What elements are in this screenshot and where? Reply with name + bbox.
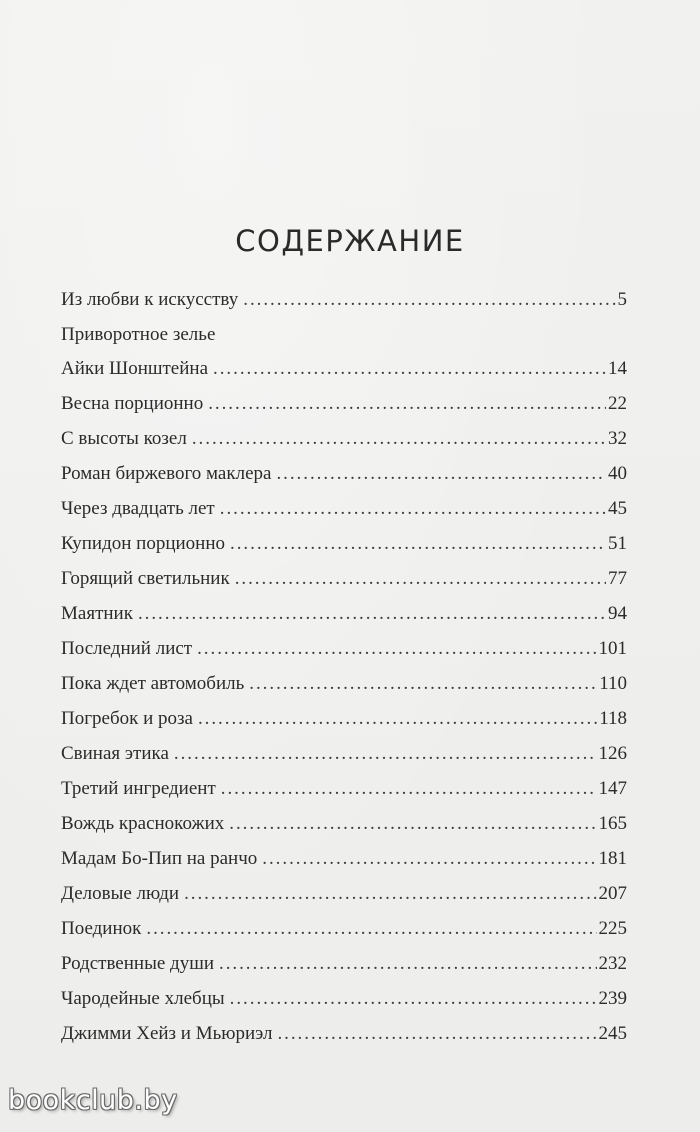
toc-entry-page: 126 [598, 743, 627, 764]
toc-entry [61, 882, 627, 917]
toc-entry [61, 567, 627, 602]
toc-entry-title: Погребок и роза [61, 708, 193, 729]
toc-entry-title: Деловые люди [61, 883, 180, 904]
toc-entry-page: 147 [598, 778, 627, 799]
toc-entry-page: 5 [617, 289, 627, 310]
toc-entry [61, 1022, 627, 1057]
toc-entry-title: С высоты козел [61, 428, 187, 449]
toc-entry-title: Третий ингредиент [61, 778, 216, 799]
toc-entry [61, 672, 627, 707]
toc-entry [61, 952, 627, 987]
dot-leader [208, 392, 606, 416]
toc-entry [61, 532, 627, 567]
toc-entry [61, 742, 627, 777]
toc-entry-title: Горящий светильник [61, 568, 230, 589]
dot-leader [138, 602, 606, 626]
toc-entry [61, 847, 627, 882]
dot-leader [192, 427, 606, 451]
toc-entry [61, 777, 627, 812]
dot-leader [230, 532, 606, 556]
toc-entry-page: 45 [608, 498, 627, 519]
toc-entry [61, 392, 627, 427]
toc-entry [61, 288, 627, 323]
toc-entry [61, 602, 627, 637]
toc-entry-title: Роман биржевого маклера [61, 463, 272, 484]
toc-entry [61, 427, 627, 462]
table-of-contents [61, 288, 627, 1057]
toc-entry-title: Родственные души [61, 953, 214, 974]
toc-entry [61, 637, 627, 672]
dot-leader [243, 288, 615, 312]
page-title: СОДЕРЖАНИЕ [235, 224, 465, 258]
dot-leader [230, 987, 597, 1011]
toc-entry-page: 239 [598, 988, 627, 1009]
toc-entry-title: Пока ждет автомобиль [61, 673, 245, 694]
dot-leader [220, 497, 606, 521]
dot-leader [277, 1022, 596, 1046]
dot-leader [219, 952, 597, 976]
dot-leader [221, 777, 597, 801]
toc-entry-page: 232 [598, 953, 627, 974]
toc-entry-title: Через двадцать лет [61, 498, 215, 519]
toc-entry [61, 462, 627, 497]
toc-entry [61, 707, 627, 742]
toc-entry-title: Из любви к искусству [61, 289, 239, 310]
toc-entry-title: Мадам Бо-Пип на ранчо [61, 848, 258, 869]
dot-leader [262, 847, 596, 871]
toc-entry-page: 207 [598, 883, 627, 904]
toc-entry-page: 101 [598, 638, 627, 659]
dot-leader [197, 637, 596, 661]
toc-entry-title: Купидон порционно [61, 533, 226, 554]
dot-leader [146, 917, 596, 941]
dot-leader [184, 882, 596, 906]
site-watermark: bookclub.by [8, 1085, 178, 1116]
toc-entry-page: 181 [598, 848, 627, 869]
toc-entry-title: Айки Шонштейна [61, 358, 209, 379]
toc-entry-title: Маятник [61, 603, 133, 624]
toc-entry [61, 812, 627, 847]
dot-leader [229, 812, 596, 836]
toc-entry-page: 118 [599, 708, 627, 729]
toc-entry-title-line1: Приворотное зелье [61, 324, 216, 345]
toc-entry-page: 51 [608, 533, 627, 554]
toc-entry [61, 987, 627, 1022]
toc-entry-page: 110 [599, 673, 627, 694]
toc-entry-page: 22 [608, 393, 627, 414]
toc-entry-page: 245 [598, 1023, 627, 1044]
toc-entry [61, 917, 627, 952]
toc-entry-page: 77 [608, 568, 627, 589]
toc-entry-page: 14 [608, 358, 627, 379]
dot-leader [249, 672, 597, 696]
toc-entry [61, 323, 627, 392]
toc-entry-title: Поединок [61, 918, 142, 939]
toc-entry-title: Свиная этика [61, 743, 169, 764]
dot-leader [213, 357, 606, 381]
dot-leader [174, 742, 597, 766]
toc-entry-page: 165 [598, 813, 627, 834]
toc-entry-page: 40 [608, 463, 627, 484]
toc-entry-title: Вождь краснокожих [61, 813, 225, 834]
toc-entry-page: 32 [608, 428, 627, 449]
toc-entry-title: Чародейные хлебцы [61, 988, 225, 1009]
toc-entry-title: Последний лист [61, 638, 193, 659]
toc-entry-page: 225 [598, 918, 627, 939]
dot-leader [198, 707, 597, 731]
toc-entry [61, 497, 627, 532]
toc-entry-title: Джимми Хейз и Мьюриэл [61, 1023, 273, 1044]
toc-entry-title: Весна порционно [61, 393, 204, 414]
toc-entry-page: 94 [608, 603, 627, 624]
dot-leader [276, 462, 606, 486]
dot-leader [235, 567, 606, 591]
